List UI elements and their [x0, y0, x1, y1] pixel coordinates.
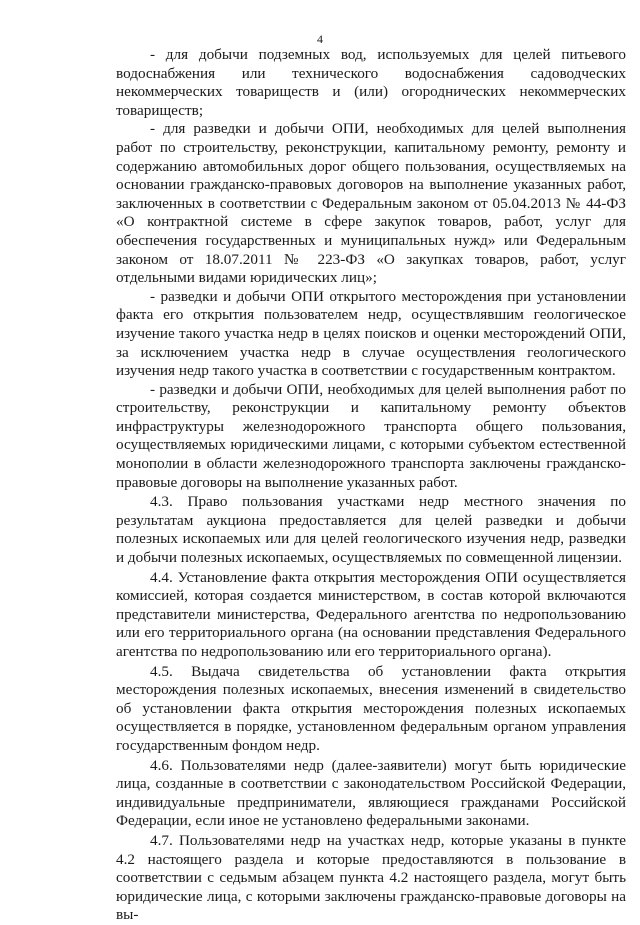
paragraph-4-6: 4.6. Пользователями недр (далее-заявители) могут быть юридические лица, созданные в соответствии с законодательством Российской Федерации, индивидуальные предприниматели, являющиеся гражданами Российской Федерации, если иное не установлено федеральными законами.: [116, 756, 626, 830]
paragraph-railway: - разведки и добычи ОПИ, необходимых для целей выполнения работ по строительству, реконструкции и капитальному ремонту объектов инфраструктуры железнодорожного транспорта общего пользования, осуществляемых юридическими лицами, с которыми субъектом естественной монополии в области железнодорожного транспорта заключены гражданско-правовые договоры на выполнение указанных работ.: [116, 380, 626, 491]
paragraph-roads: - для разведки и добычи ОПИ, необходимых для целей выполнения работ по строительству, реконструкции, капитальному ремонту, ремонту и содержанию автомобильных дорог общего пользования, осуществляемых на основании гражданско-правовых договоров на выполнение указанных работ, заключенных в соответствии с Федеральным законом от 05.04.2013 № 44-ФЗ «О контрактной системе в сфере закупок товаров, работ, услуг для обеспечения государственных и муниципальных нужд» или Федеральным законом от 18.07.2011 № 223-ФЗ «О закупках товаров, работ, услуг отдельными видами юридических лиц»;: [116, 120, 626, 287]
paragraph-4-7: 4.7. Пользователями недр на участках недр, которые указаны в пункте 4.2 настоящего раздела и которые предоставляются в пользование в соответствии с седьмым абзацем пункта 4.2 настоящего раздела, могут быть юридические лица, с которыми заключены гражданско-правовые договоры на вы-: [116, 831, 626, 924]
paragraph-4-5: 4.5. Выдача свидетельства об установлении факта открытия месторождения полезных ископаемых, внесения изменений в свидетельство об установлении факта открытия месторождения полезных ископаемых осуществляется в порядке, установленном федеральным органом управления государственным фондом недр.: [116, 662, 626, 754]
paragraph-groundwater: - для добычи подземных вод, используемых для целей питьевого водоснабжения или технического водоснабжения садоводческих некоммерческих товариществ и (или) огороднических некоммерческих товариществ;: [116, 46, 626, 119]
document-body: [116, 46, 626, 925]
paragraph-open-deposit: - разведки и добычи ОПИ открытого месторождения при установлении факта его открытия пользователем недр, осуществлявшим геологическое изучение такого участка недр в целях поисков и оценки месторождений ОПИ, за исключением участка недр в случае осуществления геологического изучения недр такого участка в соответствии с государственным контрактом.: [116, 287, 626, 380]
paragraph-4-4: 4.4. Установление факта открытия месторождения ОПИ осуществляется комиссией, которая создается министерством, в состав которой включаются представители министерства, Федерального агентства по недропользованию или его территориального органа (на основании представления Федерального агентства по недропользованию или его территориального органа).: [116, 568, 626, 660]
paragraph-4-3: 4.3. Право пользования участками недр местного значения по результатам аукциона предоставляется для целей разведки и добычи полезных ископаемых или для целей геологического изучения недр, разведки и добычи полезных ископаемых, осуществляемых по совмещенной лицензии.: [116, 493, 626, 567]
page-number: 4: [317, 32, 323, 46]
